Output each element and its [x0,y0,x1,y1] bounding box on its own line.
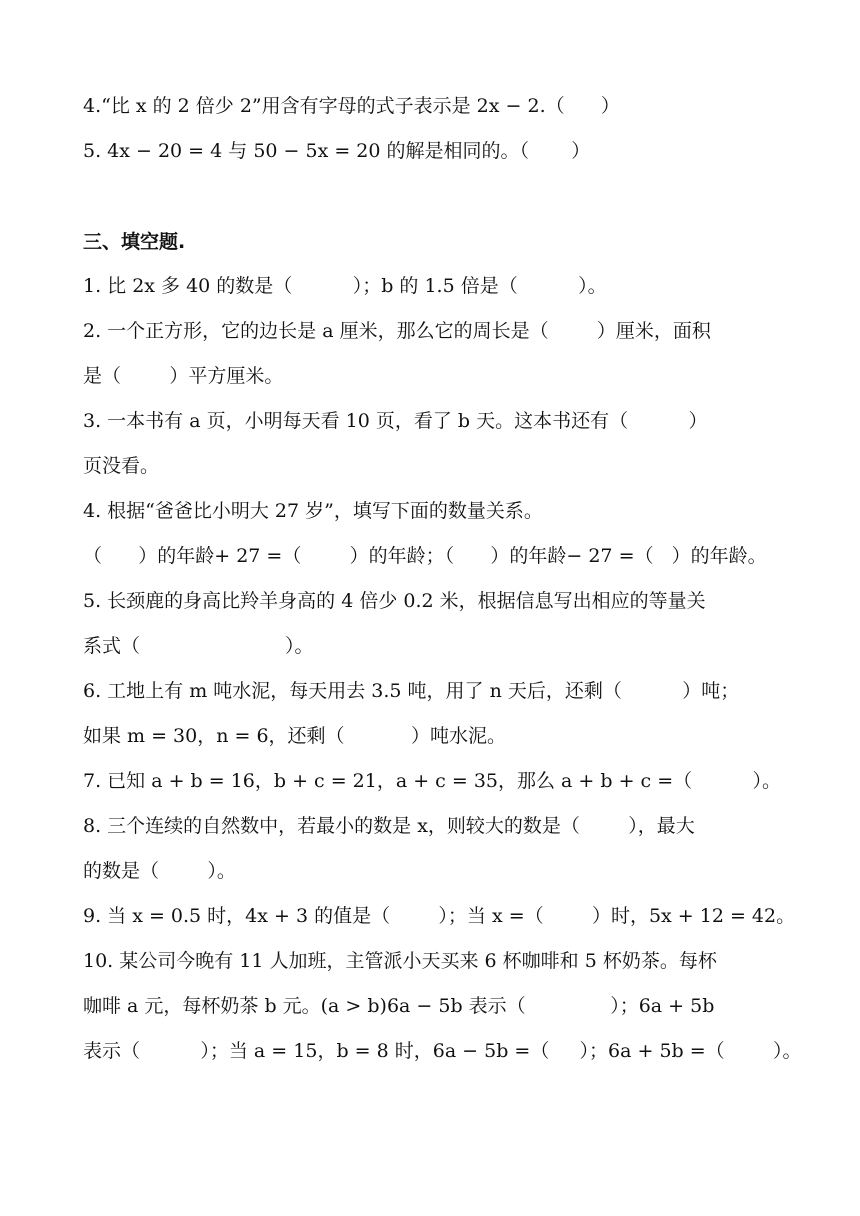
section-title-fill-in: 三、填空题. [83,231,186,253]
fill-item-5-line-1: 5. 长颈鹿的身高比羚羊身高的 4 倍少 0.2 米，根据信息写出相应的等量关 [83,590,706,612]
fill-item-7: 7. 已知 a + b = 16，b + c = 21，a + c = 35，那么 a + b + c =（ ）。 [83,770,782,792]
judge-item-5: 5. 4x − 20 = 4 与 50 − 5x = 20 的解是相同的。（ ） [83,140,591,162]
fill-item-3-line-2: 页没看。 [83,455,160,477]
fill-item-4-line-2: （ ）的年龄+ 27 =（ ）的年龄；（ ）的年龄− 27 =（ ）的年龄。 [83,545,767,567]
fill-item-6-line-1: 6. 工地上有 m 吨水泥，每天用去 3.5 吨，用了 n 天后，还剩（ ）吨； [83,680,740,702]
fill-item-2-line-1: 2. 一个正方形，它的边长是 a 厘米，那么它的周长是（ ）厘米，面积 [83,320,711,342]
fill-item-6-line-2: 如果 m = 30，n = 6，还剩（ ）吨水泥。 [83,725,506,747]
fill-item-10-line-2: 咖啡 a 元，每杯奶茶 b 元。(a > b)6a − 5b 表示（ ）；6a + 5b [83,995,715,1017]
judge-item-4: 4.“比 x 的 2 倍少 2”用含有字母的式子表示是 2x − 2.（ ） [83,95,620,117]
fill-item-1: 1. 比 2x 多 40 的数是（ ）；b 的 1.5 倍是（ ）。 [83,275,607,297]
fill-item-3-line-1: 3. 一本书有 a 页，小明每天看 10 页，看了 b 天。这本书还有（ ） [83,410,708,432]
fill-item-8-line-2: 的数是（ ）。 [83,860,236,882]
fill-item-2-line-2: 是（ ）平方厘米。 [83,365,284,387]
fill-item-10-line-3: 表示（ ）；当 a = 15，b = 8 时，6a − 5b =（ ）；6a + 5b =（ ）。 [83,1040,802,1062]
fill-item-4-line-1: 4. 根据“爸爸比小明大 27 岁”，填写下面的数量关系。 [83,500,543,522]
fill-item-9: 9. 当 x = 0.5 时，4x + 3 的值是（ ）；当 x =（ ）时，5x + 12 = 42。 [83,905,796,927]
fill-item-8-line-1: 8. 三个连续的自然数中，若最小的数是 x，则较大的数是（ ），最大 [83,815,695,837]
fill-item-5-line-2: 系式（ ）。 [83,635,314,657]
fill-item-10-line-1: 10. 某公司今晚有 11 人加班，主管派小天买来 6 杯咖啡和 5 杯奶茶。每杯 [83,950,717,972]
